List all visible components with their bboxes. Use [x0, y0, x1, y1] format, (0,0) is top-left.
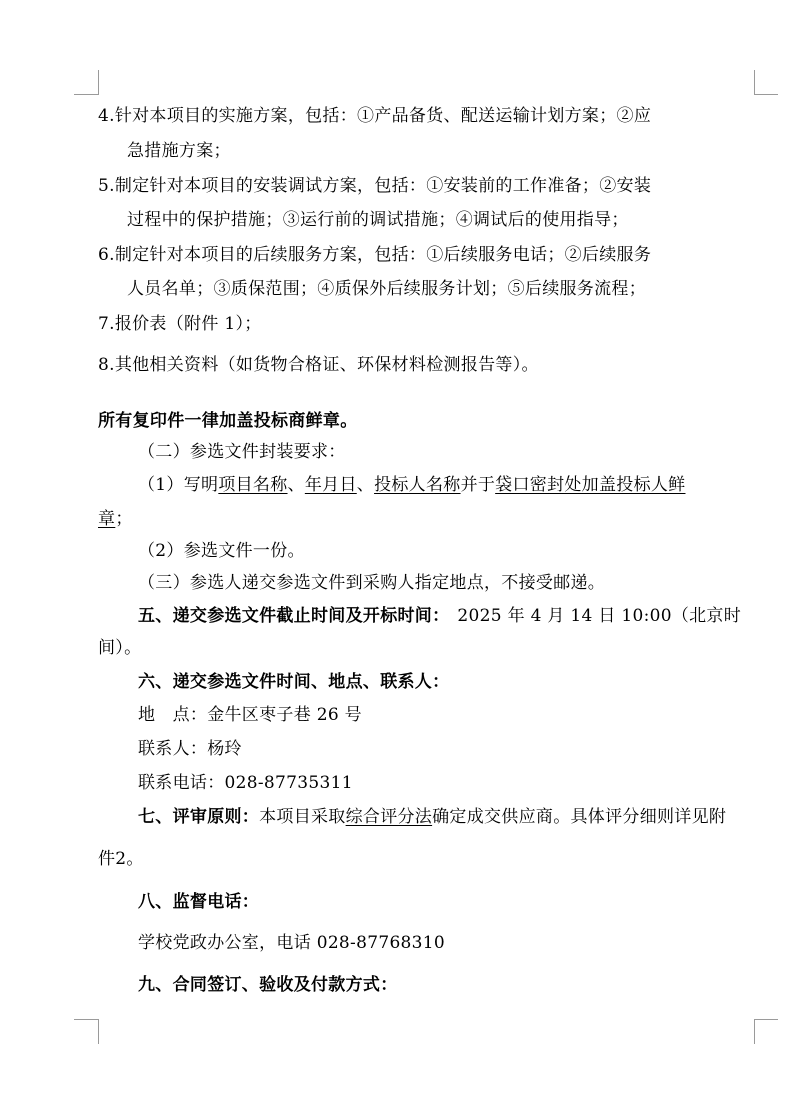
- seal-instruction-end: 章: [98, 509, 116, 529]
- section-7-line-2: 件2。: [98, 849, 144, 869]
- address-line: 地 点：金牛区枣子巷 26 号: [138, 705, 362, 725]
- packaging-item-1-prefix: （1）写明: [138, 475, 219, 495]
- crop-mark-top-right-h: [754, 94, 778, 95]
- section-9-heading: 九、合同签订、验收及付款方式：: [138, 975, 398, 995]
- project-name-field: 项目名称: [218, 475, 288, 495]
- item-4-line-1: 4.针对本项目的实施方案，包括：①产品备货、配送运输计划方案；②应: [98, 106, 652, 126]
- bidder-name-field: 投标人名称: [374, 475, 461, 495]
- section-5-line-2: 间）。: [98, 638, 142, 658]
- item-7: 7.报价表（附件 1）；: [98, 314, 262, 334]
- packaging-item-2: （2）参选文件一份。: [138, 541, 305, 561]
- packaging-item-3: （三）参选人递交参选文件到采购人指定地点，不接受邮递。: [138, 573, 606, 593]
- packaging-item-1-line-2: [98, 508, 792, 530]
- section-6-heading: 六、递交参选文件时间、地点、联系人：: [138, 672, 450, 692]
- contact-phone-line: 联系电话：028-87735311: [138, 773, 353, 793]
- item-6-line-2: 人员名单；③质保范围；④质保外后续服务计划；⑤后续服务流程；: [127, 279, 646, 299]
- terminator: ；: [115, 509, 133, 529]
- item-8: 8.其他相关资料（如货物合格证、环保材料检测报告等）。: [98, 355, 539, 375]
- item-6-line-1: 6.制定针对本项目的后续服务方案，包括：①后续服务电话；②后续服务: [98, 245, 652, 265]
- section-8-heading: 八、监督电话：: [138, 892, 260, 912]
- supervision-phone-line: 学校党政办公室，电话 028-87768310: [138, 933, 446, 953]
- packaging-item-1-line-1: [138, 474, 792, 496]
- crop-mark-bottom-right-h: [754, 1019, 778, 1020]
- item-4-line-2: 急措施方案；: [127, 141, 231, 161]
- section-7-line-1: [138, 806, 792, 828]
- crop-mark-bottom-right-v: [754, 1019, 755, 1044]
- crop-mark-top-left-h: [74, 94, 98, 95]
- section-5-heading: 五、递交参选文件截止时间及开标时间：: [138, 606, 450, 626]
- crop-mark-bottom-left-h: [74, 1019, 98, 1020]
- stamp-requirement-note: 所有复印件一律加盖投标商鲜章。: [98, 411, 358, 431]
- item-5-line-1: 5.制定针对本项目的安装调试方案，包括：①安装前的工作准备；②安装: [98, 176, 652, 196]
- section-7-text: 本项目采取: [259, 807, 346, 827]
- section-5-line-1: [138, 605, 792, 627]
- section-7-text-cont: 确定成交供应商。具体评分细则详见附: [432, 807, 727, 827]
- crop-mark-top-right-v: [754, 70, 755, 95]
- item-5-line-2: 过程中的保护措施；③运行前的调试措施；④调试后的使用指导；: [127, 210, 629, 230]
- section-5-deadline: 2025 年 4 月 14 日 10:00（北京时: [457, 606, 742, 626]
- seal-instruction: 袋口密封处加盖投标人鲜: [495, 475, 686, 495]
- date-field: 年月日: [304, 475, 357, 495]
- separator: 、: [287, 475, 305, 495]
- packaging-title: （二）参选文件封装要求：: [138, 442, 346, 462]
- section-7-heading: 七、评审原则：: [138, 807, 260, 827]
- connector-text: 并于: [460, 475, 496, 495]
- crop-mark-bottom-left-v: [98, 1019, 99, 1044]
- evaluation-method: 综合评分法: [345, 807, 433, 827]
- crop-mark-top-left-v: [98, 70, 99, 95]
- contact-person-line: 联系人：杨玲: [138, 739, 242, 759]
- separator: 、: [356, 475, 375, 495]
